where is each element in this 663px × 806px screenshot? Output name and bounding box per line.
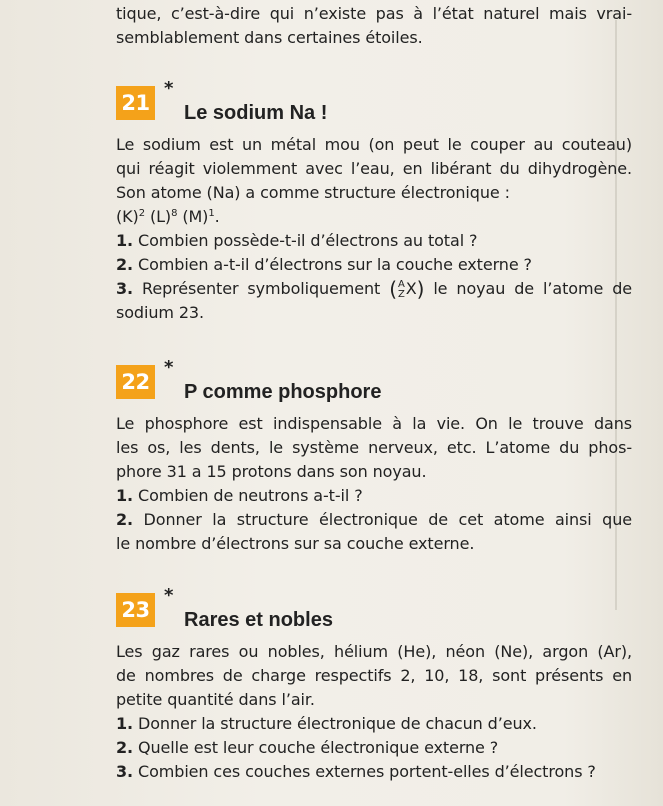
body-line: qui réagit violemment avec l’eau, en libérant du dihydrogène. <box>116 159 632 178</box>
body-line: petite quantité dans l’air. <box>116 690 315 709</box>
question-1: 1. Combien de neutrons a-t-il ? <box>116 486 363 505</box>
question-2-continued: le nombre d’électrons sur sa couche externe. <box>116 534 475 553</box>
question-2: 2. Donner la structure électronique de cet atome ainsi que <box>116 510 632 529</box>
exercise-22-title: P comme phosphore <box>184 381 382 403</box>
exercise-23-badge: 23 <box>116 593 155 627</box>
intro-line: semblablement dans certaines étoiles. <box>116 28 423 47</box>
question-2: 2. Combien a-t-il d’électrons sur la couche externe ? <box>116 255 532 274</box>
intro-line: tique, c’est-à-dire qui n’existe pas à l’état naturel mais vrai- <box>116 4 632 23</box>
body-line: Le sodium est un métal mou (on peut le couper au couteau) <box>116 135 632 154</box>
exercise-23-body <box>116 640 632 784</box>
exercise-21-badge: 21 <box>116 86 155 120</box>
body-line: les os, les dents, le système nerveux, etc. L’atome du phos- <box>116 438 632 457</box>
exercise-22-badge: 22 <box>116 365 155 399</box>
body-line: Le phosphore est indispensable à la vie. On le trouve dans <box>116 414 632 433</box>
question-2: 2. Quelle est leur couche électronique externe ? <box>116 738 499 757</box>
body-line: phore 31 a 15 protons dans son noyau. <box>116 462 427 481</box>
exercise-23-title: Rares et nobles <box>184 609 333 631</box>
intro-paragraph <box>116 2 632 50</box>
electronic-structure: $(K)^2$ $(L)^8$ $(M)^1$. <box>116 207 220 226</box>
difficulty-star: * <box>164 78 174 99</box>
question-3-continued: sodium 23. <box>116 303 204 322</box>
exercise-22-body <box>116 412 632 556</box>
difficulty-star: * <box>164 585 174 606</box>
question-1: 1. Donner la structure électronique de chacun d’eux. <box>116 714 537 733</box>
body-line: Les gaz rares ou nobles, hélium (He), néon (Ne), argon (Ar), <box>116 642 632 661</box>
body-line: de nombres de charge respectifs 2, 10, 18, sont présents en <box>116 666 632 685</box>
question-1: 1. Combien possède-t-il d’électrons au total ? <box>116 231 478 250</box>
exercise-21-title: Le sodium Na ! <box>184 102 328 124</box>
question-3: 3. Représenter symboliquement ( A Z X) le noyau de l’atome de <box>116 277 632 301</box>
nucleus-notation: ( A Z X) <box>389 277 425 301</box>
exercise-21-body <box>116 133 632 325</box>
body-line: Son atome (Na) a comme structure électronique : <box>116 183 510 202</box>
difficulty-star: * <box>164 357 174 378</box>
question-3: 3. Combien ces couches externes portent-elles d’électrons ? <box>116 762 596 781</box>
